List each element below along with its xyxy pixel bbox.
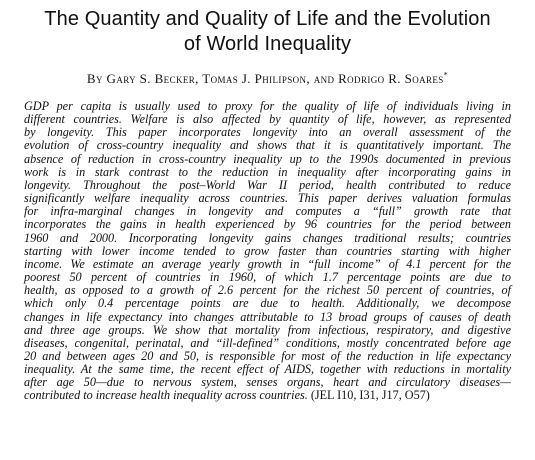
abstract-line: which only 0.4 percentage points are due to health. Additionally, we decompose (24, 296, 511, 311)
abstract-line: 20 and between ages 20 and 50, is responsible for most of the reduction in life expectancy (24, 348, 511, 363)
paper-title-line-1: The Quantity and Quality of Life and the Evolution (44, 8, 491, 30)
abstract-line: health, as opposed to a growth of 2.6 percent for the richest 50 percent of countries, of (24, 283, 511, 298)
abstract-line: work is in stark contrast to the reduction in inequality after incorporating gains in (24, 164, 511, 179)
abstract-line: evolution of cross-country inequality and shows that it is quantitatively important. The (24, 138, 511, 153)
abstract-line: and three age groups. We show that mortality from infectious, respiratory, and digestive (24, 322, 511, 337)
paper-abstract (24, 100, 511, 403)
abstract-line: inequality. At the same time, the recent effect of AIDS, together with reductions in mortality (24, 362, 511, 377)
abstract-line: by longevity. This paper incorporates longevity into an overall assessment of the (24, 125, 511, 140)
abstract-line: poorest 50 percent of countries in 1960, of which 1.7 percentage points are due to (24, 270, 511, 285)
abstract-line: diseases, congenital, perinatal, and “ill-defined” conditions, mostly concentrated before age (24, 335, 511, 350)
abstract-line: after age 50—due to nervous system, senses organs, heart and circulatory diseases— (24, 375, 511, 390)
authors-footnote-mark: * (443, 70, 449, 80)
abstract-line: absence of reduction in cross-country inequality up to the 1990s documented in previous (24, 151, 511, 166)
abstract-line: significantly welfare inequality across countries. This paper derives valuation formulas (24, 191, 511, 206)
abstract-line: GDP per capita is usually used to proxy for the quality of life of individuals living in (24, 99, 511, 113)
paper-title (24, 7, 511, 57)
abstract-line: starting with lower income tended to grow faster than countries starting with higher (24, 243, 511, 258)
abstract-line: longevity. Throughout the post–World War II period, health contributed to reduce (24, 177, 511, 192)
abstract-line: incorporates the gains in health experienced by 96 countries for the period between (24, 217, 511, 232)
paper-title-line-2: of World Inequality (183, 33, 352, 55)
abstract-line: for infra-marginal changes in longevity and computes a “full” growth rate that (24, 204, 511, 219)
abstract-line: 1960 and 2000. Incorporating longevity gains changes traditional results; countries (24, 230, 511, 245)
abstract-line: contributed to increase health inequality across countries. (JEL I10, I31, J17, O57) (24, 388, 430, 403)
abstract-line: income. We estimate an average yearly growth in “full income” of 4.1 percent for the (24, 256, 511, 271)
abstract-line: different countries. Welfare is also affected by quantity of life, however, as represented (24, 112, 511, 127)
jel-codes: (JEL I10, I31, J17, O57) (310, 388, 430, 403)
abstract-line: changes in life expectancy into changes attributable to 13 broad groups of causes of death (24, 309, 511, 324)
paper-authors (24, 71, 511, 87)
authors-names: Gary S. Becker, Tomas J. Philipson, and Rodrigo R. Soares (106, 71, 444, 86)
authors-prefix: By (86, 71, 103, 86)
